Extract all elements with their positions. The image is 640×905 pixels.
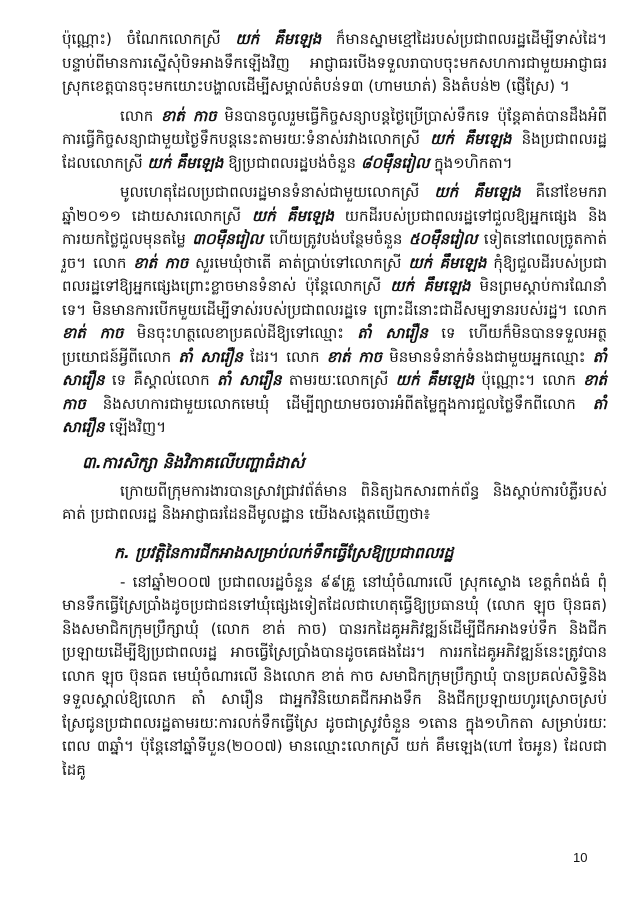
- page-content: [62, 28, 607, 788]
- text-run: និងសហការជាមួយលោកមេឃុំ ដើម្បីព្យាយាមចរចារអំពីតម្លៃក្នុងការជួលថ្លៃទឹកពីលោក: [85, 394, 593, 413]
- text-run: មិនបានចូលរួមធ្វើកិច្ចសន្យាបន្តថ្ងៃប្រើប្រាស់ទឹកទេ ប៉ុន្តែគាត់បានដឹងអំពីការធ្វើកិច្ចសន្យាជាមួយថ្ងៃទឹកបន្តនេះតាមរយៈទំនាស់រវាងលោកស្រី: [62, 106, 607, 148]
- section-heading: ៣.ការសិក្សា និងវិភាគលើបញ្ហាធំដាស់: [82, 452, 305, 472]
- name-emphasis: យក់ គឹមឡេង: [235, 30, 322, 48]
- text-run: គឺនៅខែមករា ឆ្នាំ២០១១ ដោយសារលោកស្រី: [62, 183, 607, 225]
- name-emphasis: ៥០ម៉ឺនរៀល: [408, 230, 478, 248]
- text-run: ឡើងវិញ។: [104, 418, 167, 436]
- text-run: ឱ្យប្រជាពលរដ្ឋបង់ចំនួន: [223, 153, 361, 172]
- paragraph-p1: [62, 28, 607, 99]
- name-emphasis: តាំ សារឿន: [357, 324, 428, 342]
- paragraph-p2: [62, 105, 607, 176]
- final-paragraph-wrap: [62, 571, 607, 783]
- text-run: ហើយត្រូវបង់បន្ថែមចំនួន: [262, 230, 409, 248]
- sub-section-heading: ក. ប្រវត្តិនៃការជីកអាងសម្រាប់លក់ទឹកធ្វើស្រែឱ្យប្រជាពលរដ្ឋ: [114, 543, 454, 562]
- text-run: សួរមេឃុំថាតើ គាត់ប្រាប់ទៅលោកស្រី: [188, 253, 409, 272]
- text-run: ប៉ុណ្ណោះ។ លោក: [474, 371, 584, 389]
- text-run: លោក: [120, 106, 161, 125]
- text-run: - នៅឆ្នាំ២០០៧ ប្រជាពលរដ្ឋចំនួន ៩៩គ្រួ នៅឃុំចំណារលើ ស្រុកស្ទោង ខេត្តកំពង់ធំ ពុំមានទឹកធ្វើស្រែប្រាំងដូចប្រជាជនទៅឃុំផ្សេងទៀតដែលជាហេតុធ្វើឱ្យប្រធានឃុំ (លោក ឡុច ប៊ុនធត) និងសមាជិកក្រុមប្រឹក្សាឃុំ (លោក ខាត់ កាច) បានរកដៃគូអភិវឌ្ឍន៍ដើម្បីជីកអាងទប់ទឹក និងជីកប្រឡាយដើម្បីឱ្យប្រជាពលរដ្ឋ អាចធ្វើស្រែប្រាំងបានដូចគេផងដែរ។ ការរកដៃគូអភិវឌ្ឍន៍នេះត្រូវបានលោក ឡុច ប៊ុនធត មេឃុំចំណារលើ និងលោក ខាត់ កាច សមាជិកក្រុមប្រឹក្សាឃុំ បានប្រគល់សិទ្ធិនិងទទួលស្គាល់ឱ្យលោក តាំ សារឿន ជាអ្នកវិនិយោគជីកអាងទឹក និងជីកប្រឡាយហូរស្រោចស្រប់ស្រែជូនប្រជាពលរដ្ឋតាមរយៈការលក់ទឹកធ្វើស្រែ ដូចជាស្រូវចំនួន ១តោន ក្នុង១ហិកតា សម្រាប់រយៈពេល ៣ឆ្នាំ។ ប៉ុន្តែនៅឆ្នាំទីបួន(២០០៧) មានឈ្មោះលោកស្រី យក់ គឹមឡេង(ហៅ ចែអូន) ដែលជាដៃគូ: [62, 572, 607, 779]
- text-run: ដែរ។ លោក: [242, 347, 327, 366]
- intro-paragraph-wrap: [62, 480, 607, 527]
- name-emphasis: តាំ សារឿន: [62, 347, 607, 389]
- text-run: ក្រោយពីក្រុមការងារបានស្រាវជ្រាវព័ត៌មាន ពិនិត្យឯកសារពាក់ព័ន្ធ និងស្តាប់ការបំភ្លឺរបស់គាត់ ប្រជាពលរដ្ឋ និងអាជ្ញាធរដែនដីមូលដ្ឋាន យើងសង្កេតឃើញថា៖: [62, 481, 607, 523]
- text-run: មិនមានទំនាក់ទំនងជាមួយអ្នកឈ្មោះ: [382, 347, 593, 366]
- name-emphasis: យក់ គឹមឡេង: [430, 130, 512, 148]
- body-paragraphs: [62, 28, 607, 440]
- name-emphasis: ខាត់ កាច: [160, 106, 217, 125]
- name-emphasis: យក់ គឹមឡេង: [395, 371, 475, 389]
- name-emphasis: យក់ គឹមឡេង: [408, 253, 487, 272]
- text-run: ទៀតនៅពេលច្រូតកាត់រួច។ លោក: [62, 230, 607, 272]
- text-run: ប៉ុណ្ណោះ) ចំណែកលោកស្រី: [62, 30, 236, 48]
- name-emphasis: យក់ គឹមឡេង: [434, 183, 521, 201]
- text-run: មូលហេតុដែលប្រជាពលរដ្ឋមានទំនាស់ជាមួយលោកស្រី: [120, 183, 435, 201]
- name-emphasis: តាំ សារឿន: [178, 347, 243, 366]
- text-run: និងប្រជាពលរដ្ឋដែលលោកស្រី: [62, 130, 608, 172]
- text-run: យកដីរបស់ប្រជាពលរដ្ឋទៅជួលឱ្យអ្នកផ្សេង និងការយកថ្លៃជួលមុនតម្លៃ: [62, 206, 607, 248]
- name-emphasis: ខាត់ កាច: [326, 347, 383, 366]
- text-run: ទេ គឺស្គាល់លោក: [104, 371, 217, 389]
- text-run: ក្នុង១ហិកតា។: [429, 153, 513, 172]
- name-emphasis: យក់ គឹមឡេង: [251, 206, 334, 225]
- name-emphasis: តាំ សារឿន: [62, 394, 607, 436]
- name-emphasis: ៨០ម៉ឺនរៀល: [360, 153, 430, 172]
- text-run: ក៏មានស្នាមខ្មៅដៃរបស់ប្រជាពលរដ្ឋដើម្បីទាស់ដៃ។ បន្ទាប់ពីមានការស្នើសុំបិទអាងទឹកឡើងវិញ អាជ្ញាធរបើងទទួលរាបាបចុះមកសហការជាមួយអាជ្ញាធរស្រុកខេត្តបានចុះមកយោះបង្ហាលដើម្បីសម្គាល់តំបន់ទ៣ (ហាមឃាត់) និងតំបន់២ (ផ្ញើស្រែ) ។: [62, 30, 607, 95]
- name-emphasis: ៣០ម៉ឺនរៀល: [192, 230, 263, 248]
- text-run: មិនចុះហត្ថលេខាប្រគល់ដីឱ្យទៅឈ្មោះ: [123, 324, 358, 342]
- text-run: ទេ ហើយក៏មិនបានទទួលអត្ថប្រយោជន៍អ្វីពីលោក: [62, 324, 607, 366]
- name-emphasis: យក់ គឹមឡេង: [147, 153, 224, 172]
- name-emphasis: ខាត់ កាច: [62, 371, 608, 413]
- text-run: មិនព្រមស្តាប់ការណែនាំទេ។ មិនមានការបើកមួយដើម្បីទាស់របស់ប្រជាពលរដ្ឋទេ ព្រោះដីនោះជាដីសម្បទានរបស់រដ្ឋ។ លោក: [62, 277, 607, 319]
- text-run: កុំឱ្យជួលដីរបស់ប្រជាពលរដ្ឋទៅឱ្យអ្នកផ្សេងព្រោះខ្លាចមានទំនាស់ ប៉ុន្តែលោកស្រី: [62, 253, 607, 295]
- name-emphasis: យក់ គឹមឡេង: [390, 277, 471, 295]
- page-number: 10: [573, 850, 588, 865]
- paragraph-p3: [62, 181, 607, 440]
- name-emphasis: ខាត់ កាច: [62, 324, 124, 342]
- paragraph-p5: [62, 571, 607, 783]
- text-run: តាមរយៈលោកស្រី: [281, 371, 396, 389]
- paragraph-p4: [62, 480, 607, 527]
- name-emphasis: ខាត់ កាច: [133, 253, 189, 272]
- name-emphasis: តាំ សារឿន: [216, 371, 282, 389]
